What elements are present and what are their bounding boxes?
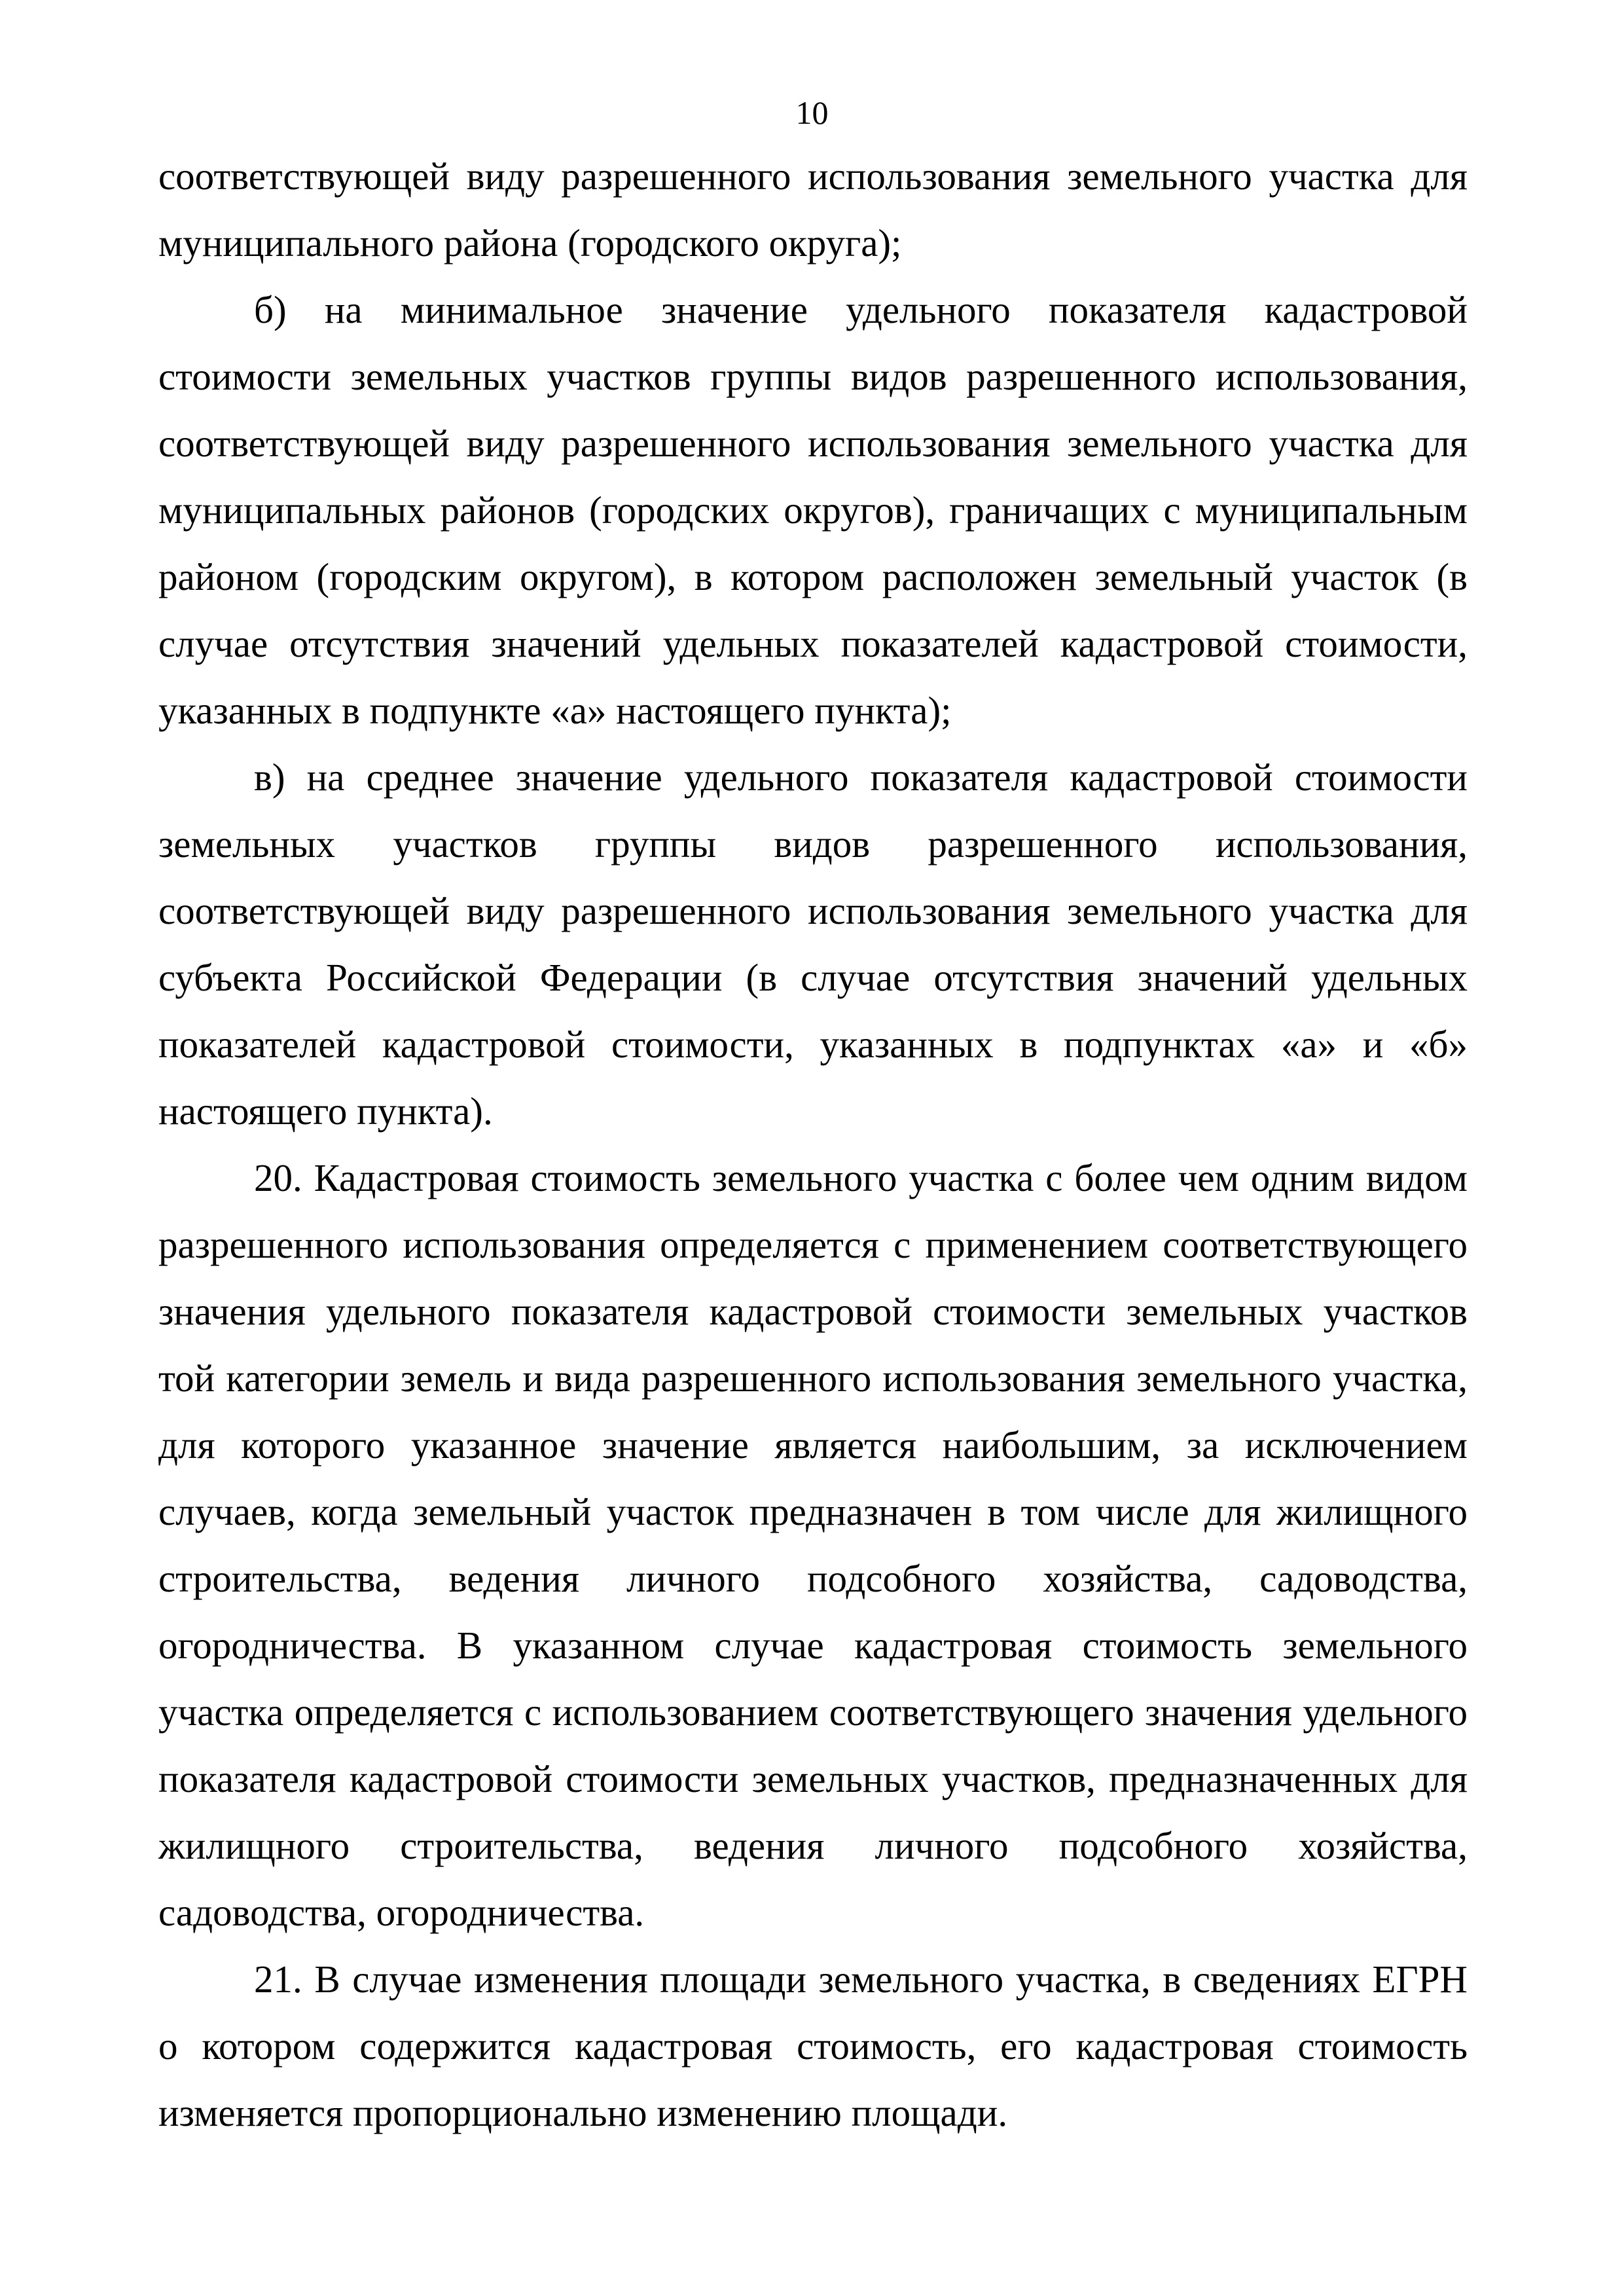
paragraph-item-20: 20. Кадастровая стоимость земельного участка с более чем одним видом разрешенного использования определяется с применением соответствующего значения удельного показателя кадастровой стоимости земельных участков той категории земель и вида разрешенного использования земельного участка, для которого указанное значение является наибольшим, за исключением случаев, когда земельный участок предназначен в том числе для жилищного строительства, ведения личного подсобного хозяйства, садоводства, огородничества. В указанном случае кадастровая стоимость земельного участка определяется с использованием соответствующего значения удельного показателя кадастровой стоимости земельных участков, предназначенных для жилищного строительства, ведения личного подсобного хозяйства, садоводства, огородничества. bbox=[158, 1156, 1468, 1934]
paragraph-subitem-v: в) на среднее значение удельного показателя кадастровой стоимости земельных участков группы видов разрешенного использования, соответствующей виду разрешенного использования земельного участка для субъекта Российской Федерации (в случае отсутствия значений удельных показателей кадастровой стоимости, указанных в подпунктах «а» и «б» настоящего пункта). bbox=[158, 756, 1468, 1133]
page-number: 10 bbox=[795, 94, 829, 131]
paragraph-item-21: 21. В случае изменения площади земельного участка, в сведениях ЕГРН о котором содержится кадастровая стоимость, его кадастровая стоимость изменяется пропорционально изменению площади. bbox=[158, 1958, 1468, 2134]
paragraph-subitem-b: б) на минимальное значение удельного показателя кадастровой стоимости земельных участков группы видов разрешенного использования, соответствующей виду разрешенного использования земельного участка для муниципальных районов (городских округов), граничащих с муниципальным районом (городским округом), в котором расположен земельный участок (в случае отсутствия значений удельных показателей кадастровой стоимости, указанных в подпункте «а» настоящего пункта); bbox=[158, 288, 1468, 732]
paragraph-continuation: соответствующей виду разрешенного использования земельного участка для муниципального района (городского округа); bbox=[158, 155, 1468, 264]
document-body bbox=[158, 143, 1468, 2146]
